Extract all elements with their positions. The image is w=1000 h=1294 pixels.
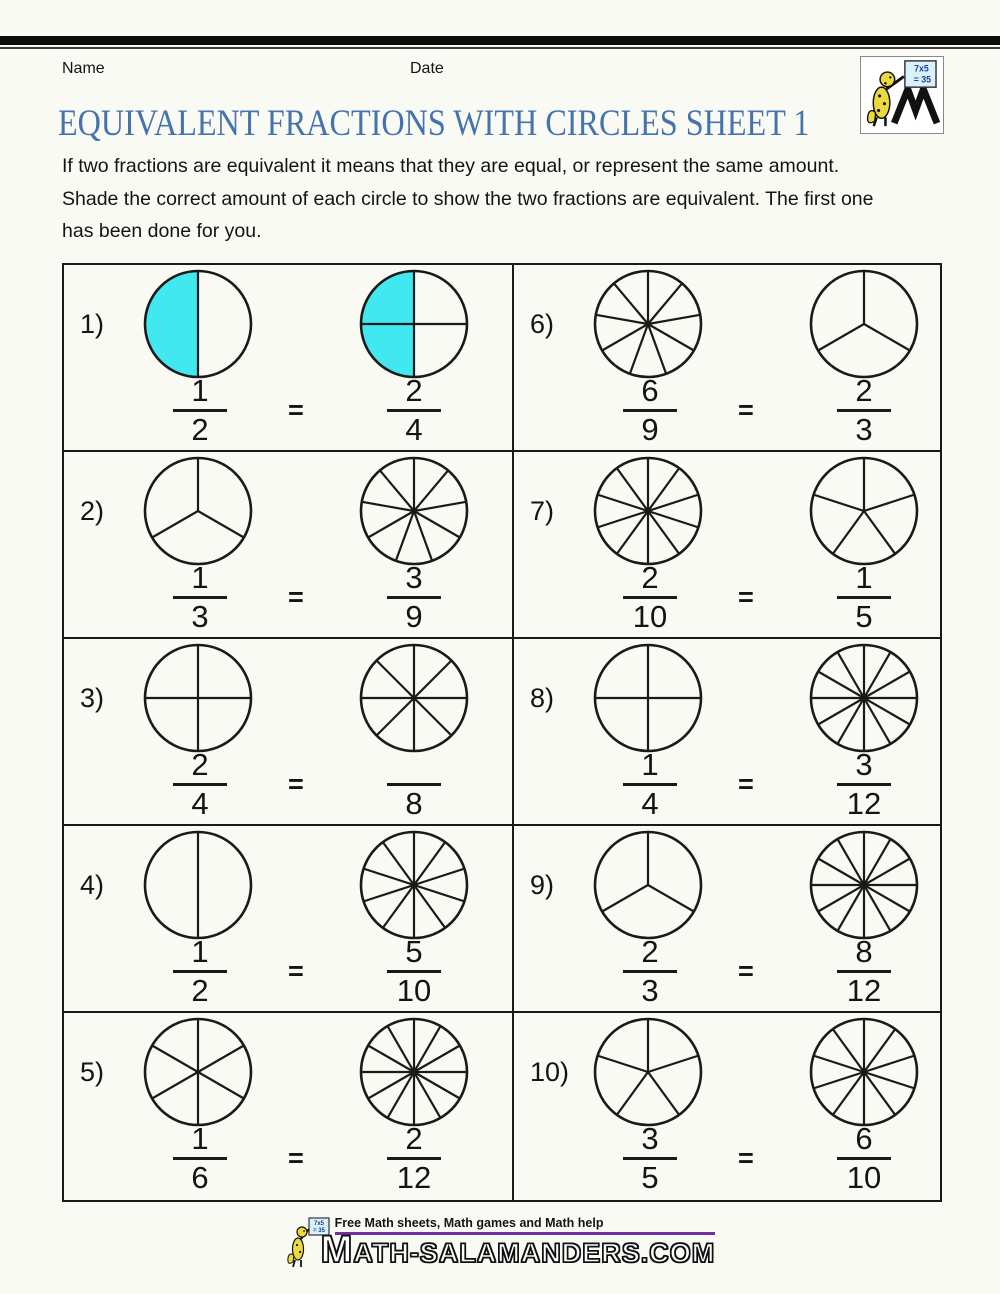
equals-sign: =	[738, 956, 754, 986]
fraction-right-denominator: 4	[405, 412, 423, 447]
top-rule-thick	[0, 36, 1000, 45]
fraction-left-denominator: 4	[641, 786, 659, 821]
fraction-right	[819, 934, 909, 1009]
footer-site-m: M	[320, 1229, 354, 1271]
equals-sign: =	[738, 582, 754, 612]
board-text-1: 7x5	[914, 63, 929, 74]
math-salamanders-logo	[860, 56, 944, 134]
board-text-2: = 35	[913, 74, 932, 85]
fraction-circle-right	[358, 455, 470, 567]
fraction-circle-right	[808, 455, 920, 567]
fraction-circle-right	[808, 642, 920, 754]
fraction-left-denominator: 9	[641, 412, 659, 447]
fraction-left-numerator: 1	[191, 560, 209, 595]
equals-sign: =	[288, 395, 304, 425]
fraction-right-denominator: 10	[846, 1160, 882, 1195]
fraction-circle-right	[358, 268, 470, 380]
equals-sign: =	[288, 769, 304, 799]
problem-cell-1	[64, 265, 514, 452]
problems-table	[62, 263, 942, 1202]
fraction-right	[369, 747, 459, 822]
fraction-right	[369, 1121, 459, 1196]
footer-tagline: Free Math sheets, Math games and Math help	[334, 1216, 604, 1230]
fraction-left	[155, 373, 245, 448]
problem-cell-2	[64, 452, 514, 639]
fraction-right	[819, 560, 909, 635]
fraction-circle-right	[358, 642, 470, 754]
fraction-left-denominator: 6	[191, 1160, 209, 1195]
fraction-right-denominator: 12	[396, 1160, 432, 1195]
fraction-left-numerator: 3	[641, 1121, 659, 1156]
problem-number: 3)	[80, 683, 105, 713]
fraction-right-denominator: 12	[846, 973, 882, 1008]
fraction-right	[819, 1121, 909, 1196]
fraction-circle-left	[142, 829, 254, 941]
problem-cell-5	[64, 1013, 514, 1200]
fraction-left-numerator: 6	[641, 373, 659, 408]
svg-text:7x5: 7x5	[313, 1221, 324, 1227]
fraction-right-numerator: 2	[405, 373, 423, 408]
problem-number: 8)	[530, 683, 555, 713]
fraction-right-denominator: 5	[855, 599, 873, 634]
instructions	[62, 150, 952, 248]
fraction-right-numerator: 2	[405, 1121, 423, 1156]
fraction-right	[369, 373, 459, 448]
footer	[0, 1216, 1000, 1270]
fraction-right-numerator: 5	[405, 934, 423, 969]
fraction-right-numerator: 2	[855, 373, 873, 408]
fraction-left-numerator: 2	[191, 747, 209, 782]
fraction-left	[155, 934, 245, 1009]
fraction-left	[605, 747, 695, 822]
fraction-left	[605, 373, 695, 448]
fraction-right	[819, 373, 909, 448]
fraction-left-denominator: 3	[191, 599, 209, 634]
footer-site-rest: ATH-SALAMANDERS.COM	[353, 1238, 716, 1268]
svg-text:= 35: = 35	[312, 1228, 325, 1234]
equals-sign: =	[738, 395, 754, 425]
fraction-circle-left	[592, 455, 704, 567]
fraction-circle-right	[358, 829, 470, 941]
instructions-line-3: has been done for you.	[62, 220, 262, 242]
fraction-left	[155, 1121, 245, 1196]
equals-sign: =	[738, 769, 754, 799]
fraction-circle-left	[142, 1016, 254, 1128]
problem-cell-8	[514, 639, 940, 826]
instructions-line-2: Shade the correct amount of each circle to show the two fractions are equivalent. The first one	[62, 187, 874, 210]
fraction-right	[819, 747, 909, 822]
problem-cell-6	[514, 265, 940, 452]
fraction-circle-left	[592, 829, 704, 941]
fraction-right-numerator: 3	[855, 747, 873, 782]
fraction-right-denominator: 3	[855, 412, 873, 447]
fraction-right-numerator: 6	[855, 1121, 873, 1156]
problem-cell-10	[514, 1013, 940, 1200]
fraction-right-denominator: 10	[396, 973, 432, 1008]
footer-site-name	[320, 1229, 716, 1271]
m-icon	[894, 89, 937, 123]
fraction-left	[605, 560, 695, 635]
problem-cell-3	[64, 639, 514, 826]
problem-number: 7)	[530, 496, 555, 526]
problem-number: 4)	[80, 870, 105, 900]
fraction-left	[605, 934, 695, 1009]
equals-sign: =	[288, 582, 304, 612]
fraction-left-numerator: 2	[641, 934, 659, 969]
fraction-left	[155, 560, 245, 635]
instructions-line-1: If two fractions are equivalent it means that they are equal, or represent the same amount.	[62, 155, 840, 177]
fraction-circle-left	[142, 455, 254, 567]
problem-number: 9)	[530, 870, 555, 900]
problem-cell-4	[64, 826, 514, 1013]
equals-sign: =	[288, 1143, 304, 1173]
fraction-left-numerator: 2	[641, 560, 659, 595]
page-title: EQUIVALENT FRACTIONS WITH CIRCLES SHEET 1	[58, 103, 810, 144]
fraction-left	[605, 1121, 695, 1196]
date-label: Date	[410, 60, 444, 77]
footer-text-block	[320, 1216, 716, 1271]
fraction-left-denominator: 4	[191, 786, 209, 821]
problem-number: 10)	[530, 1057, 570, 1087]
fraction-left-denominator: 3	[641, 973, 659, 1008]
fraction-left-denominator: 2	[191, 973, 209, 1008]
fraction-circle-left	[592, 642, 704, 754]
fraction-circle-right	[808, 829, 920, 941]
equals-sign: =	[288, 956, 304, 986]
fraction-left	[155, 747, 245, 822]
fraction-right-denominator: 12	[846, 786, 882, 821]
name-label: Name	[62, 60, 105, 77]
fraction-right-denominator: 8	[405, 786, 423, 821]
equals-sign: =	[738, 1143, 754, 1173]
fraction-circle-left	[592, 1016, 704, 1128]
salamander-logo-graphic	[861, 57, 941, 129]
fraction-left-denominator: 10	[632, 599, 668, 634]
fraction-left-denominator: 2	[191, 412, 209, 447]
fraction-circle-right	[808, 268, 920, 380]
fraction-right-numerator	[369, 747, 459, 783]
problem-cell-9	[514, 826, 940, 1013]
fraction-right	[369, 934, 459, 1009]
fraction-circle-left	[142, 268, 254, 380]
problem-number: 2)	[80, 496, 105, 526]
fraction-circle-right	[808, 1016, 920, 1128]
fraction-right-numerator: 1	[855, 560, 873, 595]
problem-cell-7	[514, 452, 940, 639]
problem-number: 5)	[80, 1057, 105, 1087]
fraction-left-numerator: 1	[191, 373, 209, 408]
problem-number: 6)	[530, 309, 555, 339]
fraction-right-numerator: 8	[855, 934, 873, 969]
top-rule-thin	[0, 47, 1000, 49]
fraction-left-numerator: 1	[191, 934, 209, 969]
fraction-right-denominator: 9	[405, 599, 423, 634]
problem-number: 1)	[80, 309, 105, 339]
fraction-right-numerator: 3	[405, 560, 423, 595]
fraction-circle-right	[358, 1016, 470, 1128]
fraction-left-numerator: 1	[191, 1121, 209, 1156]
fraction-left-numerator: 1	[641, 747, 659, 782]
fraction-right	[369, 560, 459, 635]
fraction-left-denominator: 5	[641, 1160, 659, 1195]
fraction-circle-left	[592, 268, 704, 380]
fraction-circle-left	[142, 642, 254, 754]
